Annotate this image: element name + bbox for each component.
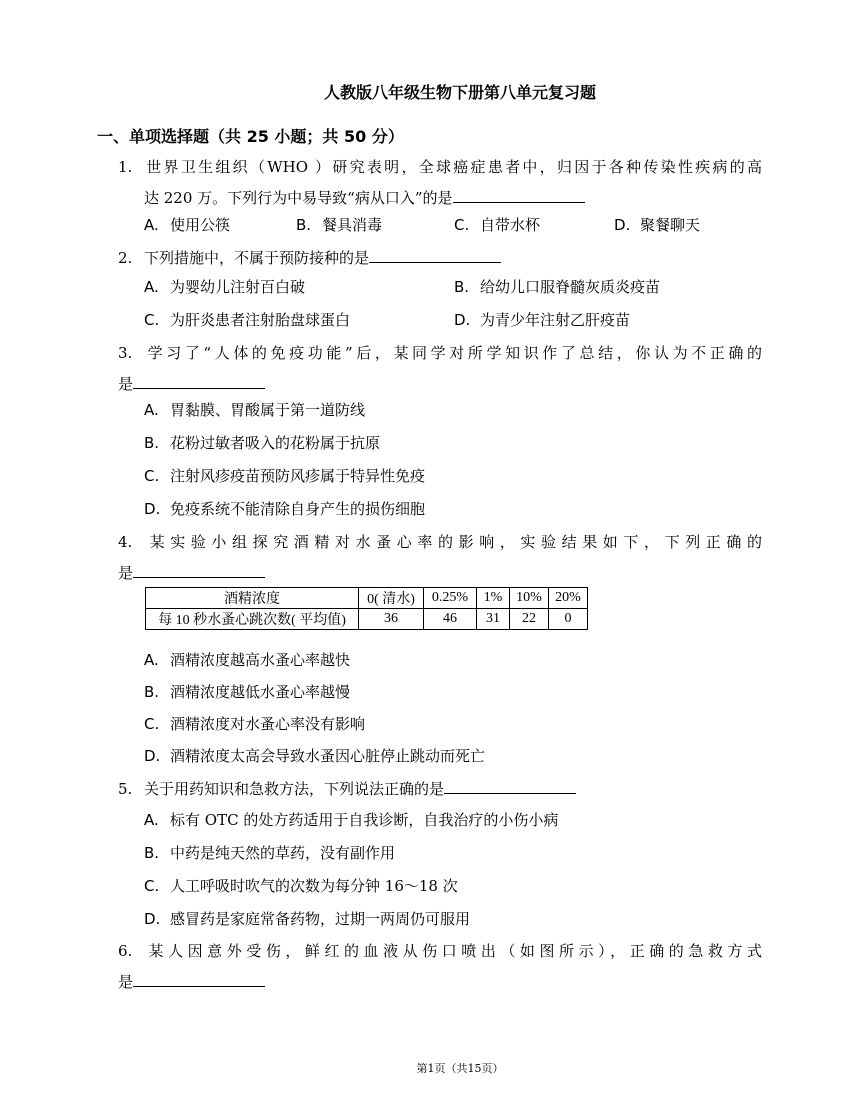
- question-text: 是: [118, 973, 134, 991]
- option-b[interactable]: B. 花粉过敏者吸入的花粉属于抗原: [144, 434, 381, 452]
- option-b[interactable]: B. 餐具消毒: [296, 216, 383, 234]
- question-text: 学习了“人体的免疫功能”后，某同学对所学知识作了总结，你认为不正确的: [144, 344, 762, 362]
- question-text: 某人因意外受伤，鲜红的血液从伤口喷出（如图所示），正确的急救方式: [144, 942, 762, 960]
- question-text: 某实验小组探究酒精对水蚤心率的影响，实验结果如下，下列正确的: [144, 533, 762, 551]
- question-5: [118, 774, 762, 805]
- table-row: [146, 609, 588, 630]
- option-a[interactable]: A. 酒精浓度越高水蚤心率越快: [144, 651, 351, 669]
- table-cell: 每 10 秒水蚤心跳次数( 平均值): [146, 609, 359, 630]
- option-a[interactable]: A. 胃黏膜、胃酸属于第一道防线: [144, 401, 366, 419]
- question-2: [118, 243, 762, 274]
- answer-blank[interactable]: [444, 775, 576, 794]
- question-text: 达 220 万。下列行为中易导致“病从口入”的是: [144, 189, 453, 207]
- table-cell: 0: [549, 609, 588, 630]
- option-c[interactable]: C. 自带水杯: [454, 216, 541, 234]
- option-c[interactable]: C. 为肝炎患者注射胎盘球蛋白: [144, 311, 351, 329]
- option-c[interactable]: C. 注射风疹疫苗预防风疹属于特异性免疫: [144, 467, 426, 485]
- table-cell: 46: [424, 609, 477, 630]
- question-4: [118, 527, 762, 589]
- table-cell: 36: [359, 609, 424, 630]
- table-cell: 酒精浓度: [146, 588, 359, 609]
- question-number: 5.: [118, 780, 133, 798]
- option-c[interactable]: C. 人工呼吸时吹气的次数为每分钟 16～18 次: [144, 877, 458, 895]
- section-heading: 一、单项选择题（共 25 小题；共 50 分）: [97, 127, 404, 146]
- answer-blank[interactable]: [453, 184, 585, 203]
- option-d[interactable]: D. 聚餐聊天: [614, 216, 701, 234]
- answer-blank[interactable]: [133, 370, 265, 389]
- table-cell: 20%: [549, 588, 588, 609]
- table-cell: 10%: [510, 588, 549, 609]
- question-text: 是: [118, 564, 134, 582]
- option-a[interactable]: A. 使用公筷: [144, 216, 231, 234]
- table-header-row: [146, 588, 588, 609]
- option-b[interactable]: B. 中药是纯天然的草药，没有副作用: [144, 844, 396, 862]
- question-number: 3.: [118, 344, 133, 362]
- question-text: 关于用药知识和急救方法，下列说法正确的是: [144, 780, 445, 798]
- table-cell: 22: [510, 609, 549, 630]
- table-cell: 1%: [477, 588, 510, 609]
- option-b[interactable]: B. 酒精浓度越低水蚤心率越慢: [144, 683, 351, 701]
- question-text: 是: [118, 375, 134, 393]
- table-cell: 31: [477, 609, 510, 630]
- option-b[interactable]: B. 给幼儿口服脊髓灰质炎疫苗: [454, 278, 661, 296]
- question-text: 下列措施中，不属于预防接种的是: [144, 249, 370, 267]
- question-number: 6.: [118, 942, 133, 960]
- question-text: 世界卫生组织（WHO ）研究表明，全球癌症患者中，归因于各种传染性疾病的高: [144, 158, 762, 176]
- option-d[interactable]: D. 为青少年注射乙肝疫苗: [454, 311, 631, 329]
- document-title: 人教版八年级生物下册第八单元复习题: [323, 83, 596, 102]
- answer-blank[interactable]: [133, 968, 265, 987]
- question-number: 1.: [118, 158, 133, 176]
- table-cell: 0( 清水): [359, 588, 424, 609]
- question-6: [118, 936, 762, 998]
- option-a[interactable]: A. 标有 OTC 的处方药适用于自我诊断，自我治疗的小伤小病: [144, 811, 559, 829]
- data-table: [145, 587, 588, 630]
- question-number: 4.: [118, 533, 133, 551]
- answer-blank[interactable]: [369, 244, 501, 263]
- question-number: 2.: [118, 249, 133, 267]
- answer-blank[interactable]: [133, 559, 265, 578]
- option-a[interactable]: A. 为婴幼儿注射百白破: [144, 278, 306, 296]
- option-d[interactable]: D. 酒精浓度太高会导致水蚤因心脏停止跳动而死亡: [144, 747, 486, 765]
- option-d[interactable]: D. 免疫系统不能清除自身产生的损伤细胞: [144, 500, 426, 518]
- table-cell: 0.25%: [424, 588, 477, 609]
- question-1: [118, 152, 762, 214]
- option-d[interactable]: D. 感冒药是家庭常备药物，过期一两周仍可服用: [144, 910, 471, 928]
- page-footer: 第1页（共15页）: [416, 1062, 504, 1075]
- option-c[interactable]: C. 酒精浓度对水蚤心率没有影响: [144, 715, 366, 733]
- question-3: [118, 338, 762, 400]
